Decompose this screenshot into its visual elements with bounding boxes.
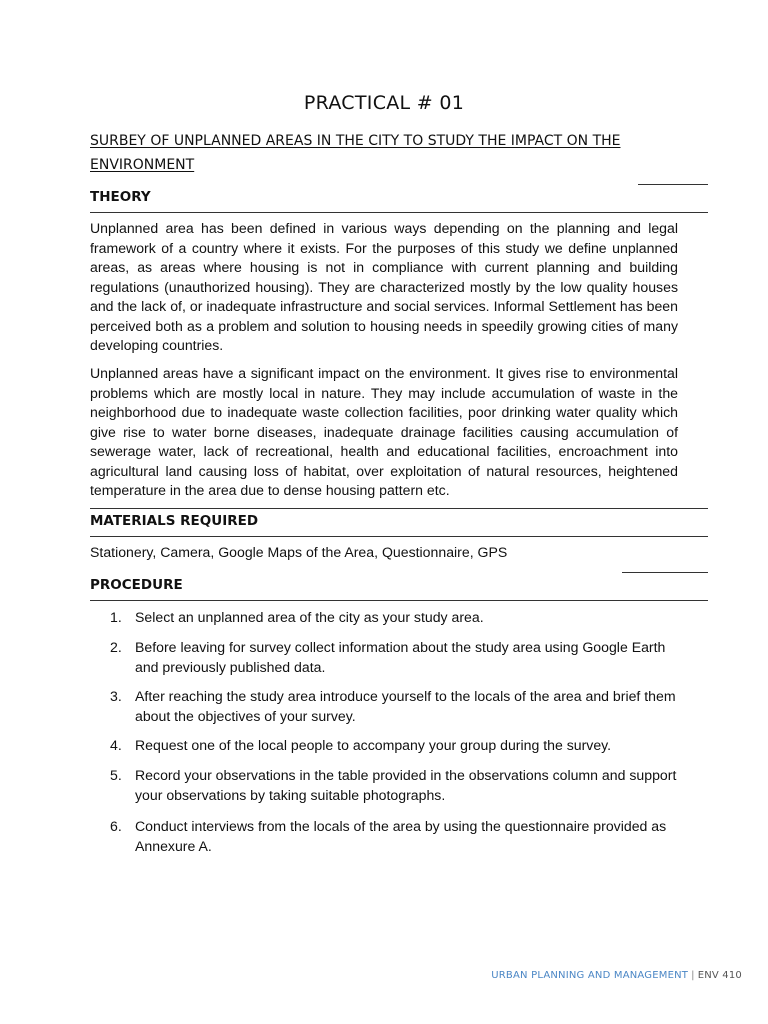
page-footer (491, 970, 742, 981)
step-text: Conduct interviews from the locals of the area by using the questionnaire provided as Annexure A. (135, 818, 667, 854)
divider (90, 536, 708, 537)
step-number: 6. (110, 818, 122, 834)
footer-separator: | (691, 970, 695, 981)
footer-course: URBAN PLANNING AND MANAGEMENT (491, 970, 689, 981)
step-number: 4. (110, 737, 122, 753)
divider (90, 508, 708, 509)
step-text: Record your observations in the table provided in the observations column and support your observations by taking suitable photographs. (135, 767, 677, 803)
theory-heading (90, 186, 708, 209)
procedure-heading-label: PROCEDURE (90, 577, 183, 593)
step-text: Before leaving for survey collect information about the study area using Google Earth and previously published data. (135, 639, 666, 675)
materials-heading-label: MATERIALS REQUIRED (90, 513, 259, 529)
divider (90, 212, 708, 213)
divider (622, 572, 708, 573)
step-number: 5. (110, 767, 122, 783)
step-text: After reaching the study area introduce yourself to the locals of the area and brief them about the objectives of your survey. (135, 688, 676, 724)
theory-paragraph-2: Unplanned areas have a significant impact on the environment. It gives rise to environmental problems which are mostly local in nature. They may include accumulation of waste in the neighborhood due to inadequate waste collection facilities, poor drinking water quality which give rise to water borne diseases, inadequate drainage facilities causing accumulation of sewerage water, lack of recreational, health and educational facilities, encroachment into agricultural land causing loss of habitat, over exploitation of natural resources, heightened temperature in the area due to dense housing pattern etc. (90, 365, 678, 498)
step-number: 1. (110, 609, 122, 625)
materials-list: Stationery, Camera, Google Maps of the Area, Questionnaire, GPS (90, 544, 508, 560)
subtitle-text: SURBEY OF UNPLANNED AREAS IN THE CITY TO STUDY THE IMPACT ON THE ENVIRONMENT (90, 133, 621, 173)
page-title: PRACTICAL # 01 (303, 92, 465, 114)
theory-paragraph-1: Unplanned area has been defined in various ways depending on the planning and legal framework of a country where it exists. For the purposes of this study we define unplanned areas, as areas where housing is not in compliance with current planning and building regulations (unauthorized housing). They are characterized mostly by the low quality houses and the lack of, or inadequate infrastructure and social services. Informal Settlement has been perceived both as a problem and solution to housing needs in speedily growing cities of many developing countries. (90, 220, 678, 353)
step-text: Request one of the local people to accompany your group during the survey. (135, 737, 612, 753)
procedure-heading (90, 574, 708, 597)
step-number: 3. (110, 688, 122, 704)
step-number: 2. (110, 639, 122, 655)
materials-heading (90, 510, 708, 533)
theory-heading-label: THEORY (90, 189, 151, 205)
divider (638, 184, 708, 185)
footer-course-code: ENV 410 (697, 970, 742, 981)
practical-subtitle (90, 129, 650, 177)
divider (90, 600, 708, 601)
step-text: Select an unplanned area of the city as your study area. (135, 609, 484, 625)
